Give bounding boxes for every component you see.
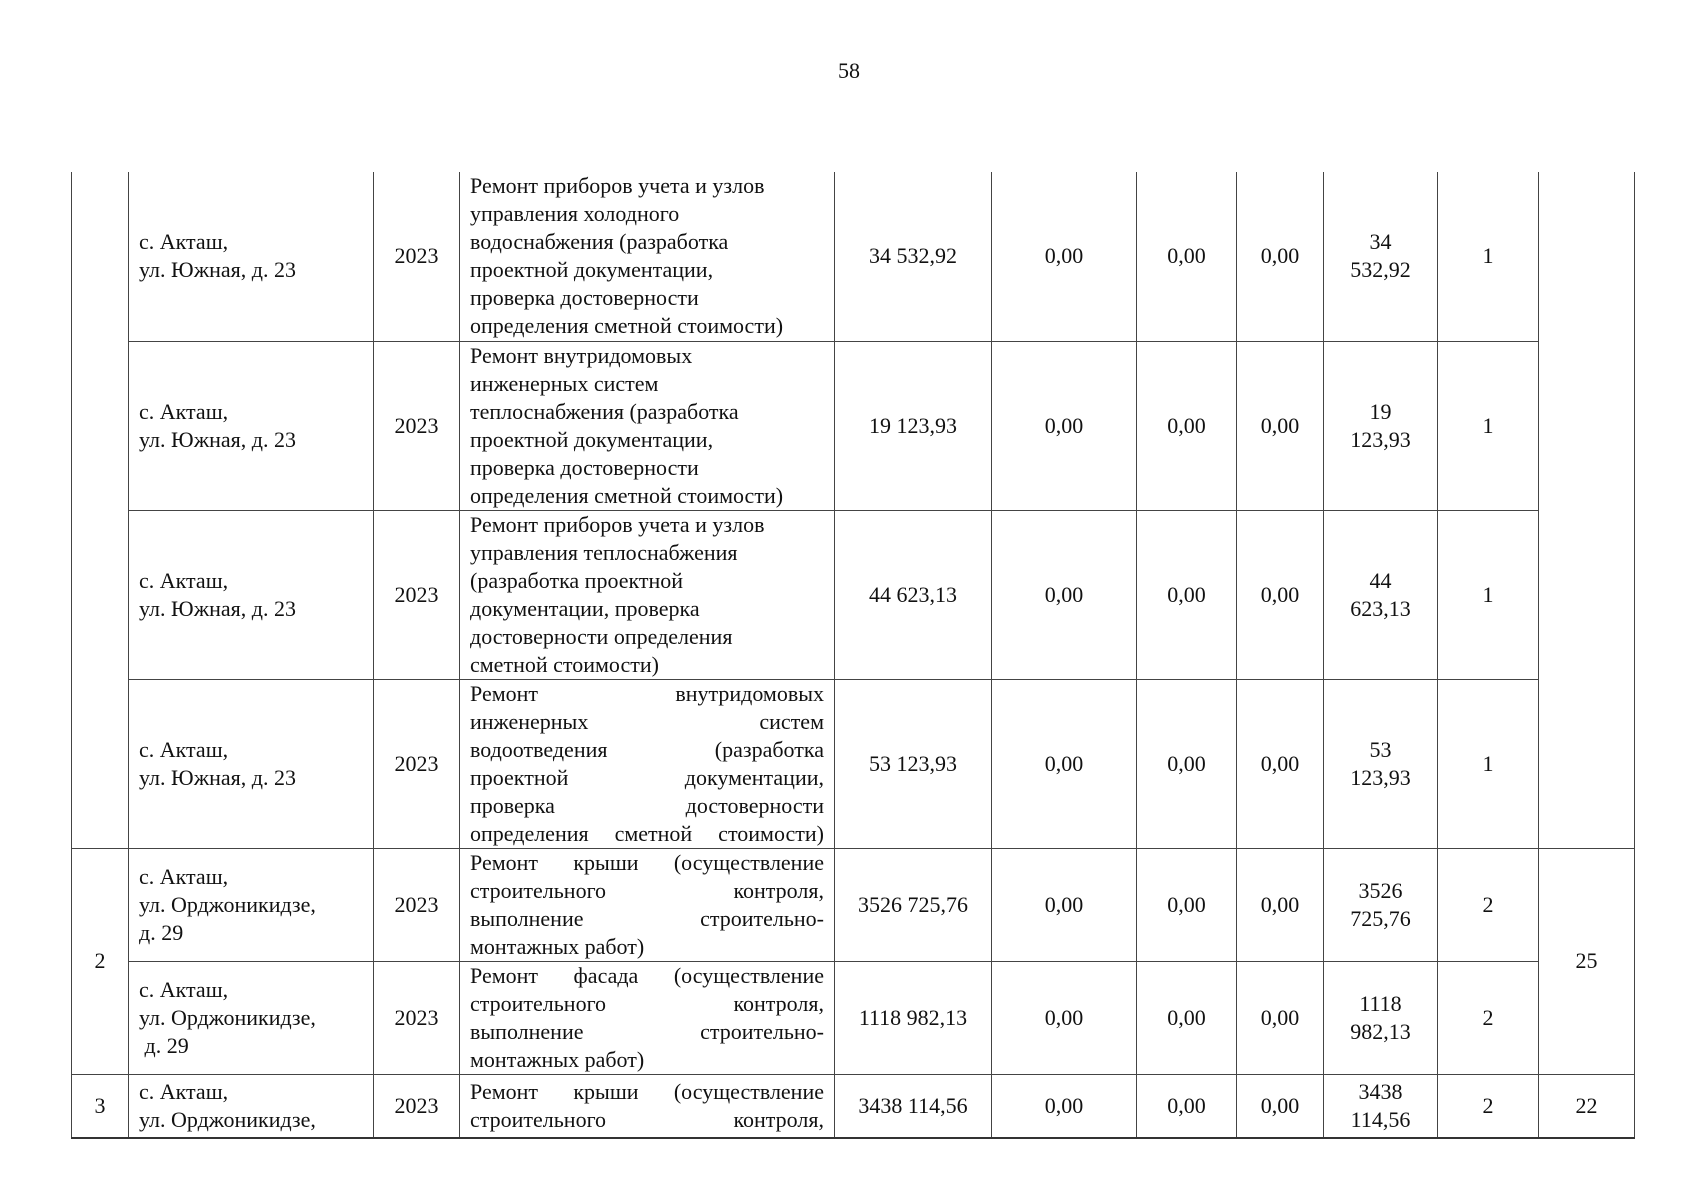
- cost-cell: 0,00: [992, 172, 1137, 341]
- total-cost-cell: 3526 725,76: [835, 848, 992, 961]
- work-description-cell: Ремонт приборов учета и узлов управления теплоснабжения (разработка проектной документации, проверка достоверности определения сметной стоимости): [460, 510, 835, 679]
- cost-cell: 0,00: [992, 848, 1137, 961]
- total-cost-cell: 34 532,92: [835, 172, 992, 341]
- total-cost-cell: 1118 982,13: [835, 961, 992, 1074]
- table-row: [72, 341, 1635, 510]
- work-description-cell: Ремонт крыши (осуществление строительного контроля, выполнение строительно- монтажных работ): [460, 848, 835, 961]
- work-description-cell: Ремонт внутридомовых инженерных систем водоотведения (разработка проектной документации, проверка достоверности определения сметной стоимости): [460, 679, 835, 848]
- stage-cell: 1: [1438, 510, 1539, 679]
- owner-funds-cell: 34 532,92: [1324, 172, 1438, 341]
- year-cell: 2023: [374, 172, 460, 341]
- cost-cell: 0,00: [992, 510, 1137, 679]
- cost-cell: 0,00: [1137, 510, 1237, 679]
- cost-cell: 0,00: [1137, 1074, 1237, 1138]
- address-cell: с. Акташ, ул. Южная, д. 23: [129, 172, 374, 341]
- total-cost-cell: 19 123,93: [835, 341, 992, 510]
- table-row: [72, 961, 1635, 1074]
- cost-cell: 0,00: [1137, 848, 1237, 961]
- year-cell: 2023: [374, 1074, 460, 1138]
- cost-cell: 0,00: [1137, 341, 1237, 510]
- cost-cell: 0,00: [1237, 679, 1324, 848]
- stage-cell: 1: [1438, 341, 1539, 510]
- cost-cell: 0,00: [1237, 848, 1324, 961]
- row-number-cell: [72, 172, 129, 848]
- work-description-cell: Ремонт фасада (осуществление строительного контроля, выполнение строительно- монтажных работ): [460, 961, 835, 1074]
- row-number-cell: 3: [72, 1074, 129, 1138]
- cost-cell: 0,00: [1137, 961, 1237, 1074]
- cost-cell: 0,00: [992, 679, 1137, 848]
- address-cell: с. Акташ, ул. Южная, д. 23: [129, 679, 374, 848]
- year-cell: 2023: [374, 848, 460, 961]
- page-number: 58: [838, 58, 860, 83]
- owner-funds-cell: 1118 982,13: [1324, 961, 1438, 1074]
- repair-program-table: [71, 172, 1635, 1139]
- year-cell: 2023: [374, 510, 460, 679]
- stage-cell: 2: [1438, 961, 1539, 1074]
- year-cell: 2023: [374, 961, 460, 1074]
- table-row: [72, 510, 1635, 679]
- cost-cell: 0,00: [1237, 961, 1324, 1074]
- last-column-cell: 22: [1539, 1074, 1635, 1138]
- table-row: [72, 679, 1635, 848]
- work-description-cell: Ремонт приборов учета и узлов управления холодного водоснабжения (разработка проектной документации, проверка достоверности определения сметной стоимости): [460, 172, 835, 341]
- address-cell: с. Акташ, ул. Южная, д. 23: [129, 510, 374, 679]
- cost-cell: 0,00: [1237, 1074, 1324, 1138]
- work-description-cell: Ремонт крыши (осуществление строительного контроля,: [460, 1074, 835, 1138]
- owner-funds-cell: 19 123,93: [1324, 341, 1438, 510]
- address-cell: с. Акташ, ул. Южная, д. 23: [129, 341, 374, 510]
- cost-cell: 0,00: [1237, 172, 1324, 341]
- cost-cell: 0,00: [1137, 679, 1237, 848]
- row-number-cell: 2: [72, 848, 129, 1074]
- total-cost-cell: 53 123,93: [835, 679, 992, 848]
- cost-cell: 0,00: [1237, 510, 1324, 679]
- owner-funds-cell: 53 123,93: [1324, 679, 1438, 848]
- stage-cell: 1: [1438, 679, 1539, 848]
- total-cost-cell: 44 623,13: [835, 510, 992, 679]
- address-cell: с. Акташ, ул. Орджоникидзе,: [129, 1074, 374, 1138]
- address-cell: с. Акташ, ул. Орджоникидзе, д. 29: [129, 848, 374, 961]
- cost-cell: 0,00: [992, 1074, 1137, 1138]
- table-row: [72, 1074, 1635, 1138]
- owner-funds-cell: 3526 725,76: [1324, 848, 1438, 961]
- cost-cell: 0,00: [992, 961, 1137, 1074]
- stage-cell: 2: [1438, 848, 1539, 961]
- owner-funds-cell: 3438 114,56: [1324, 1074, 1438, 1138]
- owner-funds-cell: 44 623,13: [1324, 510, 1438, 679]
- work-description-cell: Ремонт внутридомовых инженерных систем теплоснабжения (разработка проектной документации, проверка достоверности определения сметной стоимости): [460, 341, 835, 510]
- last-column-cell: [1539, 172, 1635, 848]
- stage-cell: 2: [1438, 1074, 1539, 1138]
- table-row: [72, 848, 1635, 961]
- stage-cell: 1: [1438, 172, 1539, 341]
- year-cell: 2023: [374, 341, 460, 510]
- cost-cell: 0,00: [992, 341, 1137, 510]
- year-cell: 2023: [374, 679, 460, 848]
- total-cost-cell: 3438 114,56: [835, 1074, 992, 1138]
- table-row: [72, 172, 1635, 341]
- address-cell: с. Акташ, ул. Орджоникидзе, д. 29: [129, 961, 374, 1074]
- cost-cell: 0,00: [1237, 341, 1324, 510]
- last-column-cell: 25: [1539, 848, 1635, 1074]
- cost-cell: 0,00: [1137, 172, 1237, 341]
